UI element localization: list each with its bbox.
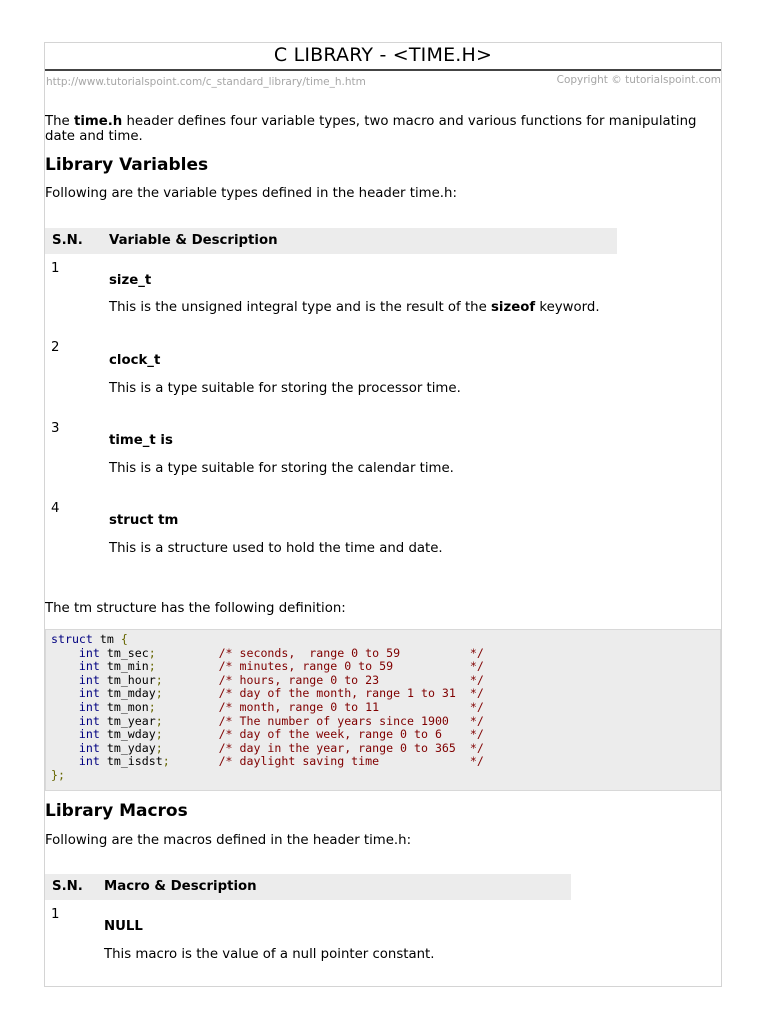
variable-name: clock_t <box>109 353 161 368</box>
code-line: int tm_hour; /* hours, range 0 to 23 */ <box>78 672 484 687</box>
code-line: struct tm { <box>51 632 128 646</box>
page-title: C LIBRARY - <TIME.H> <box>273 44 493 66</box>
document-page <box>44 42 722 987</box>
code-line: int tm_mon; /* month, range 0 to 11 */ <box>78 699 484 714</box>
macros-heading: Library Macros <box>45 801 188 821</box>
variable-name: time_t is <box>109 433 173 448</box>
copyright-notice: Copyright © tutorialspoint.com <box>556 74 721 86</box>
macro-name: NULL <box>104 919 143 934</box>
intro-bold-term: time.h <box>73 114 123 129</box>
variable-description: This is a type suitable for storing the processor time. <box>109 381 461 396</box>
code-line: }; <box>51 767 65 782</box>
title-divider <box>45 69 721 71</box>
code-line: int tm_sec; /* seconds, range 0 to 59 */ <box>78 645 484 660</box>
code-line: int tm_isdst; /* daylight saving time */ <box>78 754 484 769</box>
variable-name: struct tm <box>109 513 179 528</box>
source-url: http://www.tutorialspoint.com/c_standard_library/time_h.htm <box>46 76 366 88</box>
code-line: int tm_mday; /* day of the month, range 1 to 31 */ <box>78 686 484 701</box>
row-number: 4 <box>51 501 60 516</box>
variable-name: size_t <box>109 273 152 288</box>
variable-column-header: Variable & Description <box>109 233 278 248</box>
variable-description: This is a structure used to hold the time and date. <box>109 541 443 556</box>
variables-table-header <box>45 228 617 254</box>
row-number: 1 <box>51 261 60 276</box>
variables-heading: Library Variables <box>45 155 209 175</box>
macros-lead: Following are the macros defined in the header time.h: <box>45 833 412 848</box>
variables-lead: Following are the variable types defined in the header time.h: <box>45 186 457 201</box>
sn-column-header: S.N. <box>52 233 83 248</box>
macro-column-header: Macro & Description <box>104 879 257 894</box>
row-number: 2 <box>51 340 60 355</box>
macros-table-header <box>45 874 571 900</box>
tm-struct-code-block <box>45 629 721 791</box>
code-line: int tm_yday; /* day in the year, range 0 to 365 */ <box>78 740 484 755</box>
intro-paragraph: The time.h header defines four variable types, two macro and various functions for manipulating date and time. <box>45 114 697 144</box>
code-line: int tm_year; /* The number of years since 1900 */ <box>78 713 484 728</box>
sn-column-header: S.N. <box>52 879 83 894</box>
code-line: int tm_min; /* minutes, range 0 to 59 */ <box>78 659 484 674</box>
macro-description: This macro is the value of a null pointer constant. <box>104 947 435 962</box>
tm-structure-intro: The tm structure has the following definition: <box>45 601 346 616</box>
variable-description: This is a type suitable for storing the calendar time. <box>109 461 454 476</box>
variable-description: This is the unsigned integral type and is the result of the sizeof keyword. <box>109 300 600 315</box>
row-number: 1 <box>51 907 60 922</box>
row-number: 3 <box>51 421 60 436</box>
code-line: int tm_wday; /* day of the week, range 0 to 6 */ <box>78 727 484 742</box>
